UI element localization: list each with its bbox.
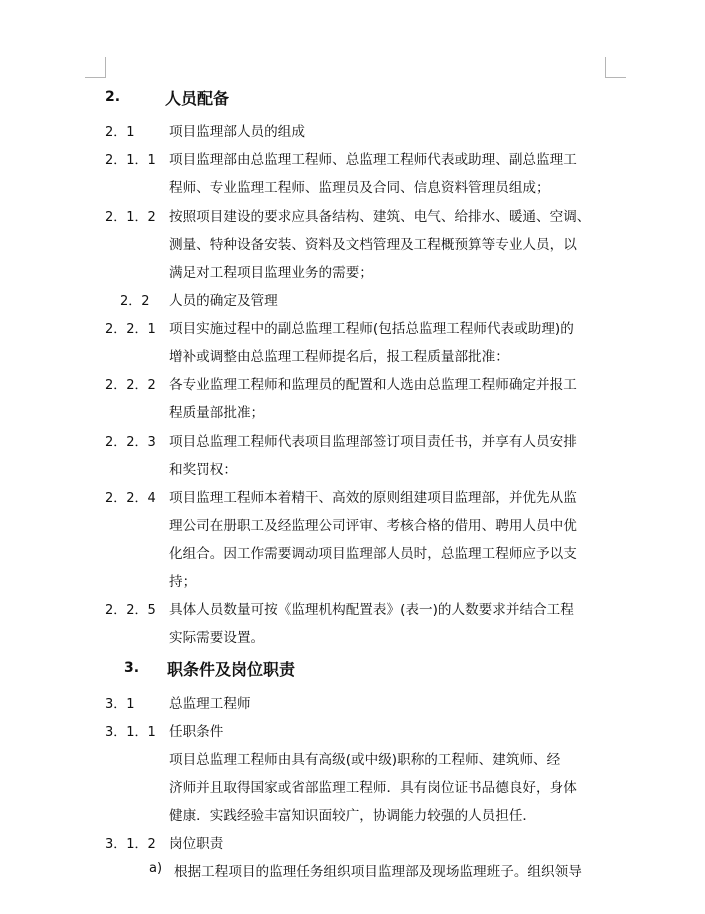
section-title: 职条件及岗位职责 [167,660,296,679]
list-item-text: 根据工程项目的监理任务组织项目监理部及现场监理班子。组织领导 [174,864,582,880]
item-number: 3．1．2 [105,837,156,852]
item-number: 2．2 [120,294,150,309]
item-text: 持； [169,574,197,590]
item-text: 项目监理工程师本着精干、高效的原则组建项目监理部，并优先从监 [169,490,577,506]
item-text: 项目总监理工程师代表项目监理部签订项目责任书，并享有人员安排 [169,434,577,450]
item-text: 济师并且取得国家或省部监理工程师．具有岗位证书品德良好，身体 [169,780,577,796]
item-text: 和奖罚权： [169,462,237,478]
item-number: 2．1．1 [105,153,156,168]
item-text: 实际需要设置。 [169,630,265,646]
item-number: 2．2．1 [105,322,156,337]
item-number: 2．1 [105,125,135,140]
page-corner-mark-left [85,57,106,78]
section-title: 人员配备 [165,89,230,108]
item-text: 人员的确定及管理 [169,293,278,309]
item-text: 测量、特种设备安装、资料及文档管理及工程概预算等专业人员，以 [169,237,577,253]
item-text: 任职条件 [169,724,224,740]
item-text: 程质量部批准； [169,405,265,421]
item-text: 理公司在册职工及经监理公司评审、考核合格的借用、聘用人员中优 [169,518,577,534]
section-number: 2. [105,89,121,105]
item-number: 2．2．2 [105,378,156,393]
item-text: 化组合。因工作需要调动项目监理部人员时，总监理工程师应予以支 [169,546,577,562]
item-text: 具体人员数量可按《监理机构配置表》(表一)的人数要求并结合工程 [169,602,574,618]
item-text: 项目实施过程中的副总监理工程师(包括总监理工程师代表或助理)的 [169,321,574,337]
list-marker: a) [149,861,163,876]
item-text: 项目总监理工程师由具有高级(或中级)职称的工程师、建筑师、经 [169,752,561,768]
item-text: 总监理工程师 [169,696,251,712]
section-number: 3. [124,660,140,676]
item-text: 程师、专业监理工程师、监理员及合同、信息资料管理员组成； [169,180,550,196]
item-text: 岗位职责 [169,836,224,852]
item-text: 增补或调整由总监理工程师提名后，报工程质量部批准： [169,349,509,365]
item-number: 2．1．2 [105,210,156,225]
item-text: 满足对工程项目监理业务的需要； [169,265,373,281]
item-text: 按照项目建设的要求应具备结构、建筑、电气、给排水、暖通、空调、 [169,209,591,225]
item-number: 2．2．4 [105,491,156,506]
page-corner-mark-right [605,57,626,78]
item-number: 3．1．1 [105,725,156,740]
item-text: 项目监理部人员的组成 [169,124,305,140]
item-text: 健康．实践经验丰富知识面较广，协调能力较强的人员担任． [169,808,537,824]
item-text: 各专业监理工程师和监理员的配置和人选由总监理工程师确定并报工 [169,377,577,393]
item-number: 2．2．3 [105,435,156,450]
item-number: 2．2．5 [105,603,156,618]
item-text: 项目监理部由总监理工程师、总监理工程师代表或助理、副总监理工 [169,152,577,168]
item-number: 3．1 [105,697,135,712]
